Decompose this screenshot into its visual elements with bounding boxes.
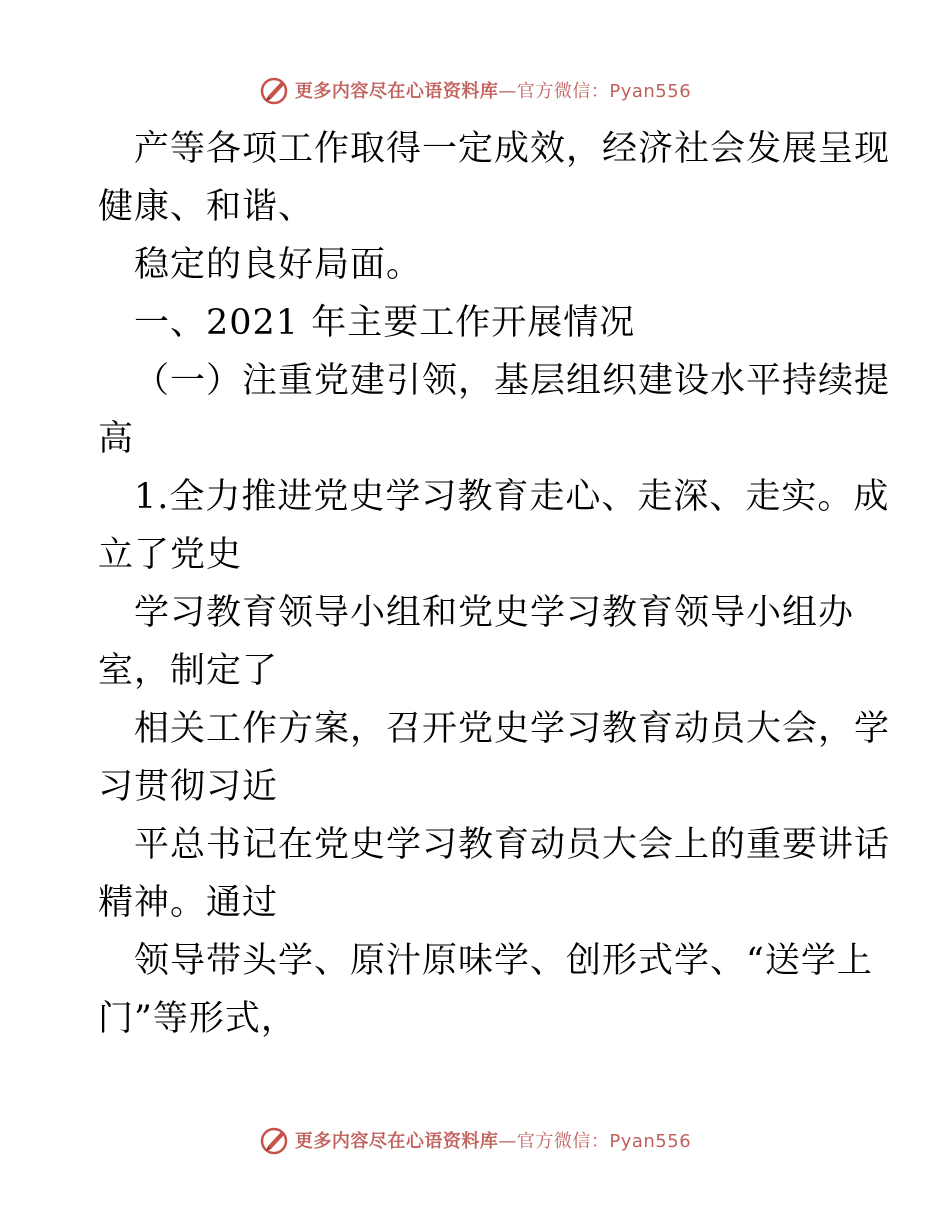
text-line: 平总书记在党史学习教育动员大会上的重要讲话 [134, 825, 891, 865]
text-line: 相关工作方案，召开党史学习教育动员大会，学 [134, 709, 891, 749]
pen-logo-icon [259, 74, 291, 106]
text-line: 1.全力推进党史学习教育走心、走深、走实。成 [134, 477, 890, 517]
text-line: 高 [98, 419, 135, 459]
text-line: 领导带头学、原汁原味学、创形式学、“送学上 [134, 941, 873, 981]
document-body [98, 120, 891, 1048]
text-line: 门”等形式， [98, 999, 297, 1039]
text-line: 稳定的良好局面。 [134, 245, 423, 285]
subsection-heading: （一）注重党建引领，基层组织建设水平持续提 [134, 361, 891, 401]
footer-watermark-banner [0, 1120, 950, 1160]
text-line: 学习教育领导小组和党史学习教育领导小组办 [134, 593, 855, 633]
section-heading: 一、2021 年主要工作开展情况 [134, 303, 636, 343]
pen-logo-icon [259, 1124, 291, 1156]
watermark-text: 更多内容尽在心语资料库—官方微信：Pyan556 [294, 81, 692, 102]
text-line: 习贯彻习近 [98, 767, 279, 807]
header-watermark-banner [0, 70, 950, 110]
text-line: 室，制定了 [98, 651, 279, 691]
watermark-text: 更多内容尽在心语资料库—官方微信：Pyan556 [294, 1131, 692, 1152]
text-line: 健康、和谐、 [98, 187, 315, 227]
text-line: 立了党史 [98, 535, 243, 575]
text-line: 产等各项工作取得一定成效，经济社会发展呈现 [134, 129, 891, 169]
text-line: 精神。通过 [98, 883, 279, 923]
